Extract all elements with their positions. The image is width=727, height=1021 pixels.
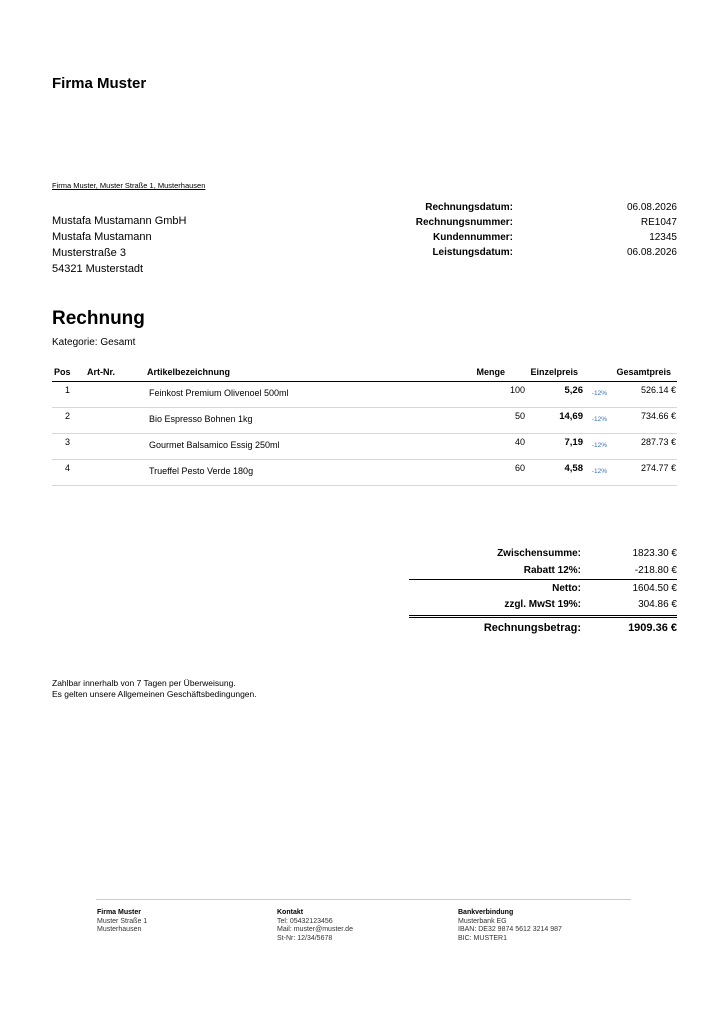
vat-value: 304.86 €	[638, 599, 677, 610]
meta-value: RE1047	[640, 217, 677, 228]
invoice-total-label: Rechnungsbetrag:	[483, 621, 581, 634]
meta-label: Rechnungsnummer:	[415, 217, 513, 228]
document-title: Rechnung	[52, 308, 145, 329]
row-discount: -12%	[591, 442, 607, 449]
row-unit-price: 7,19	[564, 437, 583, 448]
discount-label: Rabatt 12%:	[523, 565, 581, 576]
row-total: 526.14 €	[640, 385, 676, 395]
footer-phone: Tel: 05432123456	[277, 917, 333, 925]
header-pos: Pos	[54, 367, 71, 377]
net-label: Netto:	[552, 582, 581, 594]
recipient-person: Mustafa Mustamann	[52, 231, 152, 243]
row-discount: -12%	[591, 468, 607, 475]
row-desc: Gourmet Balsamico Essig 250ml	[149, 440, 280, 450]
row-pos: 1	[65, 385, 71, 395]
meta-value: 06.08.2026	[626, 202, 677, 213]
totals-block	[409, 545, 677, 637]
items-table	[52, 364, 677, 486]
recipient-street: Musterstraße 3	[52, 247, 126, 259]
meta-value: 06.08.2026	[626, 247, 677, 258]
table-row	[52, 460, 677, 486]
subtotal-value: 1823.30 €	[632, 548, 677, 559]
table-row	[52, 408, 677, 434]
header-total: Gesamtpreis	[616, 367, 671, 377]
meta-row-customer	[390, 230, 677, 245]
row-desc: Trueffel Pesto Verde 180g	[149, 466, 254, 476]
footer-heading: Firma Muster	[97, 909, 141, 916]
footer-company	[97, 909, 147, 935]
row-pos: 3	[65, 437, 71, 447]
footer-tax-number: St-Nr: 12/34/5678	[277, 934, 333, 942]
sender-address-line: Firma Muster, Muster Straße 1, Musterhausen	[52, 181, 206, 190]
meta-value: 12345	[649, 232, 677, 243]
discount-value: -218.80 €	[634, 565, 677, 576]
recipient-city: 54321 Musterstadt	[52, 263, 144, 275]
invoice-total-value: 1909.36 €	[628, 621, 677, 634]
footer-bank-name: Musterbank EG	[458, 917, 507, 925]
row-qty: 60	[514, 463, 525, 473]
invoice-meta	[390, 200, 677, 260]
footer-bic: BIC: MUSTER1	[458, 934, 508, 942]
row-qty: 100	[509, 385, 525, 395]
row-total: 274.77 €	[640, 463, 676, 473]
footer-contact	[277, 909, 353, 943]
category-label: Kategorie: Gesamt	[52, 337, 136, 348]
header-unit: Einzelpreis	[530, 367, 578, 377]
footer-email: Mail: muster@muster.de	[277, 926, 353, 933]
recipient-company: Mustafa Mustamann GmbH	[52, 215, 187, 227]
footer-bank	[458, 909, 562, 943]
meta-row-number	[390, 215, 677, 230]
company-name: Firma Muster	[52, 75, 147, 92]
row-pos: 4	[65, 463, 71, 473]
row-desc: Feinkost Premium Olivenoel 500ml	[149, 388, 289, 398]
row-total: 287.73 €	[640, 437, 676, 447]
terms-line: Es gelten unsere Allgemeinen Geschäftsbedingungen.	[52, 689, 257, 699]
row-desc: Bio Espresso Bohnen 1kg	[149, 414, 253, 424]
net-row	[409, 579, 677, 596]
header-qty: Menge	[476, 367, 505, 377]
row-discount: -12%	[591, 416, 607, 423]
table-row	[52, 434, 677, 460]
footer-heading: Bankverbindung	[458, 909, 514, 916]
footer-line: Musterhausen	[97, 926, 142, 933]
row-unit-price: 4,58	[564, 463, 583, 474]
meta-label: Leistungsdatum:	[432, 247, 513, 258]
meta-row-date	[390, 200, 677, 215]
subtotal-row	[409, 545, 677, 562]
net-value: 1604.50 €	[632, 582, 677, 594]
footer-heading: Kontakt	[277, 909, 304, 916]
row-discount: -12%	[591, 390, 607, 397]
subtotal-label: Zwischensumme:	[497, 548, 581, 559]
footer-divider	[96, 899, 631, 900]
row-unit-price: 5,26	[564, 385, 583, 396]
header-art: Art-Nr.	[87, 367, 116, 377]
invoice-total-row	[409, 615, 677, 637]
payment-line: Zahlbar innerhalb von 7 Tagen per Überweisung.	[52, 678, 236, 688]
header-desc: Artikelbezeichnung	[147, 367, 231, 377]
table-header	[52, 364, 677, 382]
meta-row-service-date	[390, 245, 677, 260]
footer-iban: IBAN: DE32 9874 5612 3214 987	[458, 926, 562, 933]
table-row	[52, 382, 677, 408]
row-total: 734.66 €	[640, 411, 676, 421]
payment-terms	[52, 678, 257, 700]
vat-row	[409, 596, 677, 613]
vat-label: zzgl. MwSt 19%:	[504, 599, 581, 610]
row-unit-price: 14,69	[559, 411, 583, 422]
row-pos: 2	[65, 411, 71, 421]
recipient-address	[52, 213, 187, 277]
row-qty: 50	[514, 411, 525, 421]
row-qty: 40	[514, 437, 525, 447]
discount-row	[409, 562, 677, 579]
footer-line: Muster Straße 1	[97, 917, 148, 925]
meta-label: Rechnungsdatum:	[425, 202, 513, 213]
meta-label: Kundennummer:	[433, 232, 513, 243]
